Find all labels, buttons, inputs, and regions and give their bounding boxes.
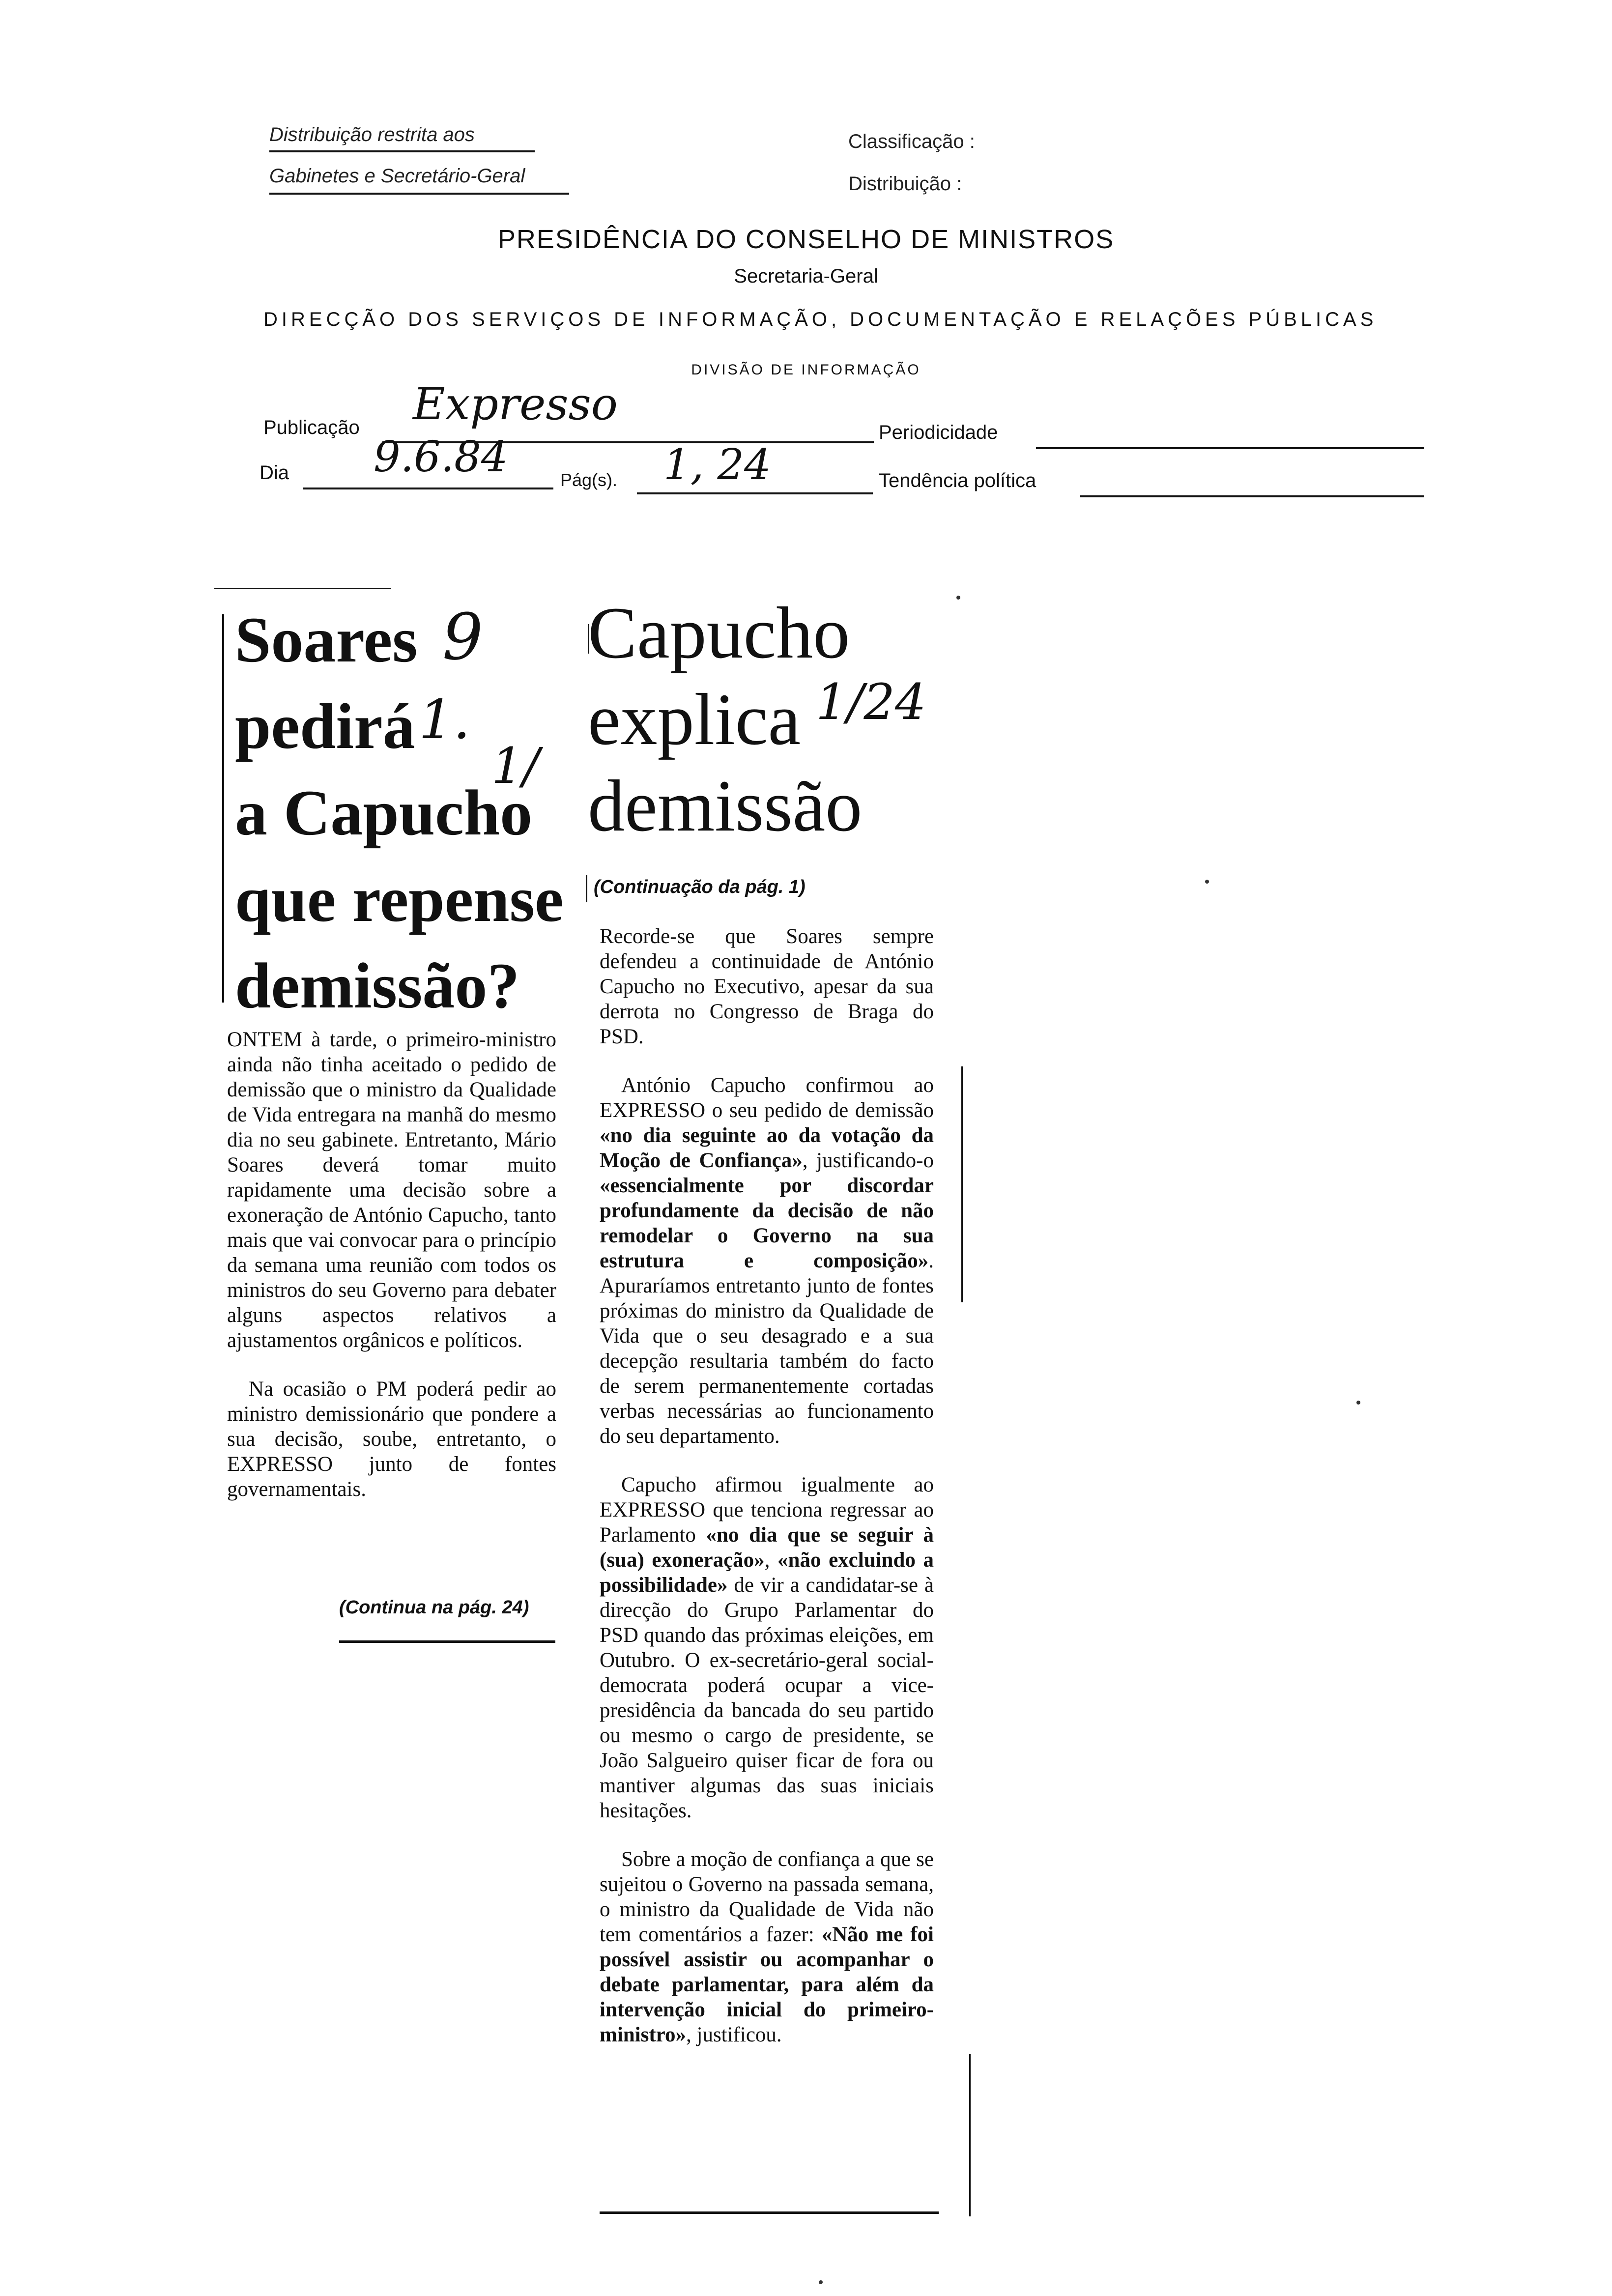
publication-handwritten-value: Expresso [413, 378, 618, 430]
left-continuation-note: (Continua na pág. 24) [339, 1597, 529, 1618]
right-p2-text-a: António Capucho confirmou ao EXPRESSO o seu pedido de demissão [600, 1074, 934, 1122]
right-p3-text-e: de vir a candidatar-se à direcção do Grupo Parlamentar do PSD quando das próximas eleições, em Outubro. O ex-secretário-geral social-democrata poderá ocupar a vice-presidência da bancada do seu partido ou mesmo o cargo de presidente, se João Salgueiro quiser ficar de fora ou mantiver algumas das suas iniciais hesitações. [600, 1574, 934, 1822]
distribution-note-underline-1 [269, 150, 535, 152]
right-p4-text-c: , justificou. [686, 2023, 782, 2046]
distribution-note-underline-2 [269, 193, 569, 195]
day-line [303, 488, 553, 489]
publication-label: Publicação [263, 417, 360, 438]
tendency-label: Tendência política [879, 470, 1036, 491]
directorate-title: DIRECÇÃO DOS SERVIÇOS DE INFORMAÇÃO, DOCUMENTAÇÃO E RELAÇÕES PÚBLICAS [263, 309, 1378, 330]
left-article-body [227, 1027, 556, 1525]
left-headline-line-2: pedirá [235, 690, 415, 762]
day-label: Dia [259, 462, 289, 484]
right-headline-line-2: explica [588, 679, 801, 760]
scan-speck [956, 596, 960, 600]
right-paragraph-1: Recorde-se que Soares sempre defendeu a continuidade de António Capucho no Executivo, apesar da sua derrota no Congresso de Braga do PSD. [600, 925, 934, 1048]
right-paragraph-2 [600, 1073, 934, 1449]
left-headline-line-5: demissão? [235, 949, 520, 1022]
right-headline-line-1: Capucho [588, 592, 850, 674]
distribution-note-line1: Distribuição restrita aos [269, 124, 475, 145]
ministry-title: PRESIDÊNCIA DO CONSELHO DE MINISTROS [497, 225, 1115, 254]
pages-line [637, 492, 873, 494]
tendency-line [1080, 495, 1424, 497]
right-column-edge-rule-1 [961, 1066, 963, 1302]
pages-handwritten-value: 1, 24 [663, 440, 771, 489]
right-article-bottom-rule [600, 2211, 939, 2214]
periodicity-line [1036, 447, 1424, 449]
right-p3-text-c: , [764, 1549, 778, 1572]
left-headline-line-3: a Capucho [235, 776, 533, 849]
right-paragraph-3 [600, 1472, 934, 1823]
left-headline-rule [222, 614, 224, 1003]
right-p2-quote-1: «no dia seguinte ao da votação da Moção de Confiança» [600, 1124, 934, 1172]
classification-label: Classificação : [848, 131, 975, 152]
right-p3-quote-2: «não excluindo a possibilidade» [600, 1549, 934, 1597]
scan-speck [819, 2280, 823, 2284]
right-article-body [600, 924, 934, 2071]
scan-speck [1356, 1401, 1360, 1405]
right-headline-line-3: demissão [588, 765, 863, 847]
right-p2-text-e: . Apuraríamos entretanto junto de fontes próximas do ministro da Qualidade de Vida que o seu desagrado e a sua decepção resultaria também do facto de serem permanentemente cortadas verbas necessárias ao funcionamento do seu departamento. [600, 1249, 934, 1448]
handwritten-margin-mark-2: 1. [419, 688, 470, 751]
day-handwritten-value: 9.6.84 [374, 432, 508, 482]
right-p4-text-a: Sobre a moção de confiança a que se sujeitou o Governo na passada semana, o ministro da Qualidade de Vida não tem comentários a fazer: [600, 1848, 934, 1946]
left-headline-line-1: Soares [235, 603, 418, 676]
pages-label: Pág(s). [560, 470, 618, 490]
secretariat-title: Secretaria-Geral [734, 265, 878, 287]
distribution-note-line2: Gabinetes e Secretário-Geral [269, 165, 525, 187]
right-p2-text-c: , justificando-o [802, 1149, 934, 1172]
right-column-edge-rule-2 [969, 2054, 971, 2216]
left-headline [235, 597, 589, 1029]
handwritten-page-mark: 1/24 [816, 673, 926, 731]
left-paragraph-2: Na ocasião o PM poderá pedir ao ministro demissionário que pondere a sua decisão, soube, entretanto, o EXPRESSO junto de fontes governamentais. [227, 1378, 556, 1501]
right-paragraph-4 [600, 1847, 934, 2047]
scan-speck [1205, 880, 1209, 884]
right-p4-quote: «Não me foi possível assistir ou acompanhar o debate parlamentar, para além da intervenção inicial do primeiro-ministro» [600, 1923, 934, 2046]
right-continuation-rule [586, 875, 587, 902]
division-title: DIVISÃO DE INFORMAÇÃO [691, 362, 921, 378]
right-p3-text-a: Capucho afirmou igualmente ao EXPRESSO que tenciona regressar ao Parlamento [600, 1473, 934, 1547]
distribution-label: Distribuição : [848, 173, 962, 195]
right-continuation-note: (Continuação da pág. 1) [594, 877, 806, 897]
left-headline-line-4: que repense [235, 863, 564, 935]
right-p2-quote-2: «essencialmente por discordar profundamente da decisão de não remodelar o Governo na sua estrutura e composição» [600, 1174, 934, 1272]
periodicity-label: Periodicidade [879, 422, 998, 443]
handwritten-margin-mark-1: 9 [442, 600, 483, 674]
left-article-bottom-rule [339, 1640, 555, 1643]
right-p3-quote-1: «no dia que se seguir à (sua) exoneração» [600, 1523, 934, 1572]
left-paragraph-1: ONTEM à tarde, o primeiro-ministro ainda não tinha aceitado o pedido de demissão que o ministro da Qualidade de Vida entregara na manhã do mesmo dia no seu gabinete. Entretanto, Mário Soares deverá tomar muito rapidamente uma decisão sobre a exoneração de António Capucho, tanto mais que vai convocar para o princípio da semana uma reunião com todos os ministros do seu Governo para debater alguns aspectos relativos a ajustamentos orgânicos e políticos. [227, 1028, 556, 1352]
handwritten-margin-mark-3: 1/ [491, 737, 540, 795]
left-article-top-rule [214, 588, 391, 589]
